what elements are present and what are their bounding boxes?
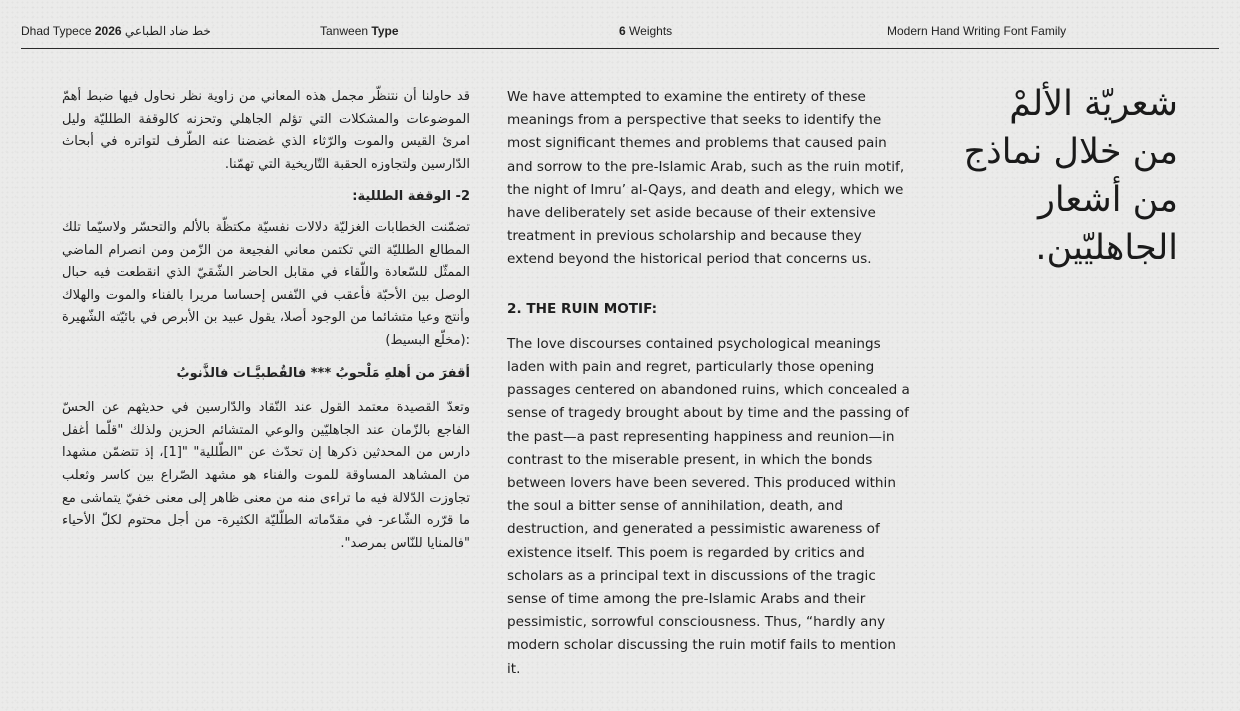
english-paragraph-1: We have attempted to examine the entirety of these meanings from a perspective that seeks to identify the most significant themes and problems that caused pain and sorrow to the pre-Islamic Arab, such as the ruin motif, the night of Imru’ al-Qays, and death and elegy, which we have deliberately set aside because of their extensive treatment in previous scholarship and because they extend beyond the historical period that concerns us. <box>507 89 905 268</box>
header-tanween <box>320 24 399 38</box>
tanween-type: Type <box>371 24 399 38</box>
brand-name-arabic: خط ضاد الطباعي <box>124 24 211 38</box>
tanween-label: Tanween <box>320 24 369 38</box>
brand-name: Dhad Typece <box>21 24 92 38</box>
english-column <box>507 86 912 681</box>
arabic-section-heading: 2- الوقفة الطللية: <box>352 189 470 205</box>
english-section-heading: 2. THE RUIN MOTIF: <box>507 300 658 317</box>
brand-year: 2026 <box>94 24 122 38</box>
weights-count: 6 <box>619 24 626 38</box>
english-paragraph-2: The love discourses contained psychological meanings laden with pain and regret, particularly those opening passages centered on abandoned ruins, which concealed a sense of tragedy brought about by time and the passing of the past—a past representing happiness and reunion—in contrast to the miserable present, in which the bonds between lovers have been severed. This produced within the soul a bitter sense of annihilation, death, and destruction, and generated a pessimistic awareness of existence itself. This poem is regarded by critics and scholars as a principal text in discussions of the tragic sense of time among the pre-Islamic Arabs and their pessimistic, sorrowful consciousness. Thus, “hardly any modern scholar discussing the ruin motif fails to mention it. <box>507 335 910 677</box>
arabic-paragraph-1: قد حاولنا أن نتنظّر مجمل هذه المعاني من زاوية نظر نحاول فيها ضبط أهمّ الموضوعات والمشكلات التي تؤلم الجاهلي وتحزنه كالوقفة الطلليّة وليل امرئ القيس والموت والرّثاء الذي غضضنا عنه الطّرف لتواتره في أبحاث الدّارسين ولتجاوزه الحقبة التّاريخية التي تهمّنا. <box>62 89 470 172</box>
weights-label: Weights <box>629 24 673 38</box>
header-weights <box>619 24 672 38</box>
arabic-paragraph-3: وتعدّ القصيدة معتمد القول عند النّقاد والدّارسين في حديثهم عن الحسّ الفاجع بالزّمان عند الجاهليّين والوعي المتشائم الحزين ولذلك "قلّما أغفل دارس من المحدثين ذكرها إن تحدّث عن "الطّللية" "[1]، إذ تتضمّن مشهدا من المشاهد المساوقة للموت والفناء هو مشهد الصّراع بين كاسر وثعلب تجاوزت الدّلالة فيه ما تراءى منه من معنى ظاهر إلى معنى خفيّ يتماشى مع ما قرّره الشّاعر- في مقدّماته الطلّليّة الكثيرة- من أجل محتوم لكلّ الأحياء "فالمنايا للنّاس بمرصد". <box>62 400 470 551</box>
header-brand <box>21 24 211 38</box>
header-family: Modern Hand Writing Font Family <box>887 24 1067 38</box>
arabic-verse: أقفرَ من أهلهِ مَلْحوبُ *** فالقُطبيَّـات فالذَّنوبُ <box>176 365 470 381</box>
arabic-paragraph-2: تضمّنت الخطابات الغزليّة دلالات نفسيّة مكتظّة بالألم والتحسّر ولاسيّما تلك المطالع الطلليّة التي تكتمن معاني الفجيعة من الزّمن ومن انصرام الماضي الممثّل للسّعادة واللّقاء في مقابل الحاضر الشّقيّ الذي انقطعت فيه حبال الوصل بين الأحبّة فأعقب في النّفس إحساسا مريرا بالفناء والموت والهلاك وأنتج وعيا متشائما من الوجود أصلا، يقول عبيد بن الأبرص في بائيّته الشّهيرة :(مخلّع البسيط) <box>62 219 470 348</box>
arabic-title: شعريّة الألمْ من خلال نماذج من أشعار الجاهليّين. <box>963 84 1178 268</box>
arabic-column <box>62 86 470 565</box>
header-divider <box>21 48 1219 49</box>
